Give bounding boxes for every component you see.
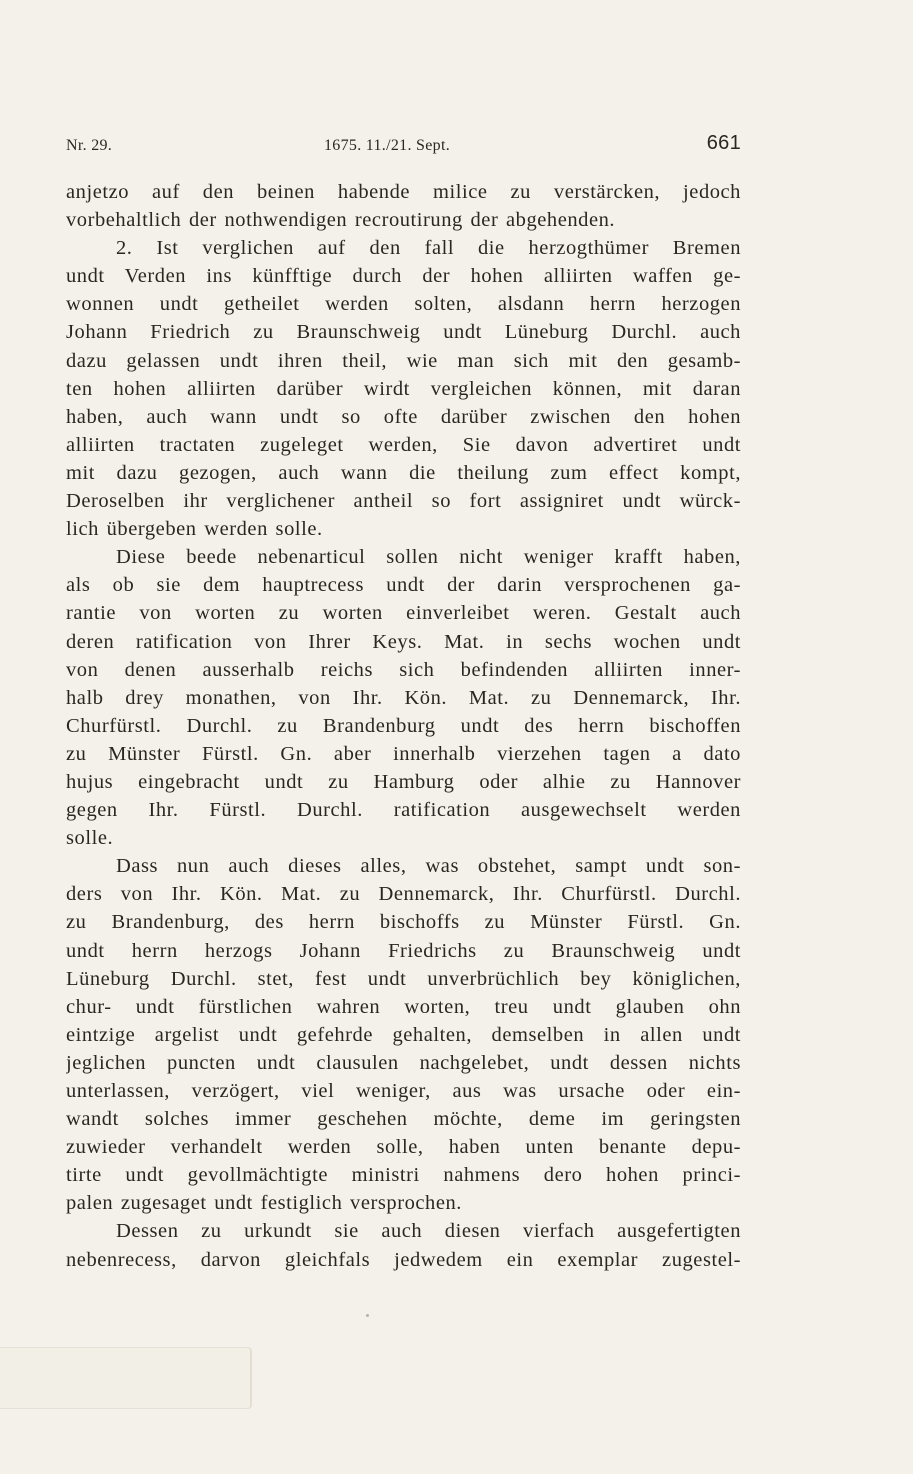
text-line: solle.	[66, 827, 114, 850]
text-line: Deroselben ihr verglichener antheil so fort assigniret undt würck-	[66, 490, 741, 513]
text-line: vorbehaltlich der nothwendigen recroutirung der abgehenden.	[66, 209, 616, 232]
text-line: Dessen zu urkundt sie auch diesen vierfach ausgefertigten	[116, 1220, 741, 1243]
text-line: halb drey monathen, von Ihr. Kön. Mat. zu Dennemarck, Ihr.	[66, 686, 741, 709]
text-line: hujus eingebracht undt zu Hamburg oder alhie zu Hannover	[66, 770, 741, 793]
text-line: alliirten tractaten zugeleget werden, Sie davon advertiret undt	[66, 433, 741, 456]
text-line: wandt solches immer geschehen möchte, deme im geringsten	[66, 1108, 741, 1131]
text-line: Churfürstl. Durchl. zu Brandenburg undt des herrn bischoffen	[66, 714, 741, 737]
text-line: palen zugesaget undt festiglich versprochen.	[66, 1192, 462, 1215]
document-number: Nr. 29.	[66, 137, 113, 154]
text-line: Dass nun auch dieses alles, was obstehet, sampt undt son-	[116, 855, 741, 878]
text-line: ders von Ihr. Kön. Mat. zu Dennemarck, Ihr. Churfürstl. Durchl.	[66, 883, 741, 906]
text-line: tirte undt gevollmächtigte ministri nahmens dero hohen princi-	[66, 1164, 741, 1187]
text-line: gegen Ihr. Fürstl. Durchl. ratification ausgewechselt werden	[66, 799, 741, 822]
text-line: ten hohen alliirten darüber wirdt vergleichen können, mit daran	[66, 377, 741, 400]
text-line: lich übergeben werden solle.	[66, 518, 323, 541]
text-line: von denen ausserhalb reichs sich befindenden alliirten inner-	[66, 658, 741, 681]
text-line: undt herrn herzogs Johann Friedrichs zu Braunschweig undt	[66, 939, 741, 962]
text-line: unterlassen, verzögert, viel weniger, aus was ursache oder ein-	[66, 1080, 741, 1102]
text-line: chur- undt fürstlichen wahren worten, treu undt glauben ohn	[66, 995, 741, 1018]
text-line: Johann Friedrich zu Braunschweig undt Lüneburg Durchl. auch	[66, 321, 741, 344]
text-line: 2. Ist verglichen auf den fall die herzogthümer Bremen	[116, 237, 741, 260]
text-line: mit dazu gezogen, auch wann die theilung zum effect kompt,	[66, 461, 741, 484]
text-line: nebenrecess, darvon gleichfals jedwedem ein exemplar zugestel-	[66, 1248, 741, 1271]
text-line: zu Brandenburg, des herrn bischoffs zu Münster Fürstl. Gn.	[66, 911, 741, 934]
text-line: wonnen undt getheilet werden solten, alsdann herrn herzogen	[66, 293, 741, 316]
text-line: haben, auch wann undt so ofte darüber zwischen den hohen	[66, 405, 741, 428]
body-text	[66, 178, 741, 1274]
paper-fold-mark	[0, 1347, 252, 1409]
text-line: jeglichen puncten undt clausulen nachgelebet, undt dessen nichts	[66, 1051, 741, 1074]
text-line: deren ratification von Ihrer Keys. Mat. in sechs wochen undt	[66, 630, 741, 653]
page-number: 661	[706, 132, 741, 154]
document-date: 1675. 11./21. Sept.	[324, 137, 450, 154]
text-line: Lüneburg Durchl. stet, fest undt unverbrüchlich bey königlichen,	[66, 967, 741, 990]
text-line: anjetzo auf den beinen habende milice zu verstärcken, jedoch	[66, 181, 741, 203]
text-line: zu Münster Fürstl. Gn. aber innerhalb vierzehen tagen a dato	[66, 742, 741, 765]
text-line: als ob sie dem hauptrecess undt der darin versprochenen ga-	[66, 574, 741, 597]
text-line: dazu gelassen undt ihren theil, wie man sich mit den gesamb-	[66, 349, 741, 372]
text-line: Diese beede nebenarticul sollen nicht weniger krafft haben,	[116, 546, 741, 569]
paper-speck	[366, 1314, 369, 1317]
text-line: zuwieder verhandelt werden solle, haben unten benante depu-	[66, 1136, 741, 1159]
text-line: eintzige argelist undt gefehrde gehalten, demselben in allen undt	[66, 1023, 741, 1046]
running-header	[66, 132, 741, 158]
text-line: rantie von worten zu worten einverleibet weren. Gestalt auch	[66, 602, 741, 625]
text-line: undt Verden ins künfftige durch der hohen alliirten waffen ge-	[66, 265, 741, 288]
